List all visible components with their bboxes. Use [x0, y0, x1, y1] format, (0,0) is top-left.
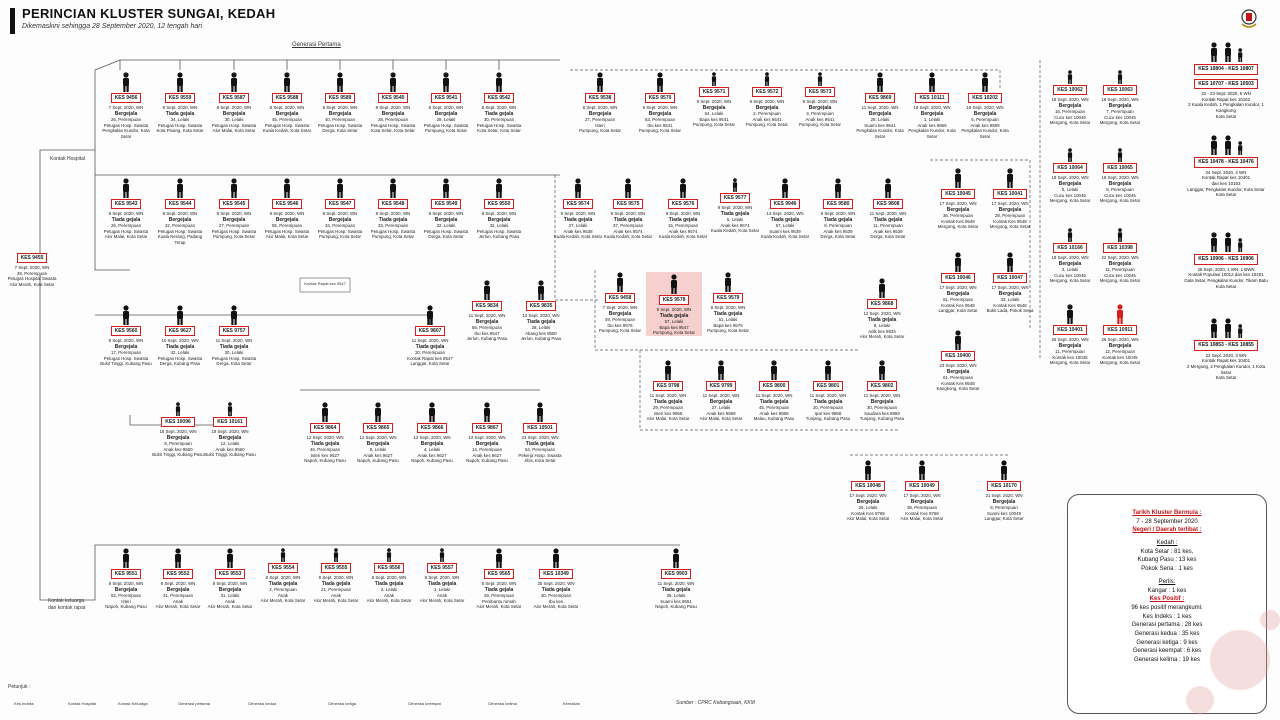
case-id: KES 9576 [668, 199, 699, 209]
case-node[interactable]: KES 10049 17 Sept. 2020, WN Bergejala 38, Perempuan Kontak Kes 9768 Alor Malai, Kota Setar [894, 460, 950, 522]
case-id: KES 10045 [941, 189, 975, 199]
case-node[interactable]: KES 10041 17 Sept. 2020, WN Bergejala 28, Perempuan Kontak Kes 9548 Mergong, Kota Setar [982, 168, 1038, 230]
case-node[interactable]: KES 10202 19 Sept. 2020, WN Bergejala 5, Perempuan Anak kes 9869 Pengkalan Kundor, Kota Setar [957, 72, 1013, 139]
case-id: KES 9557 [427, 563, 458, 573]
case-node[interactable]: KES 9834 11 Sept. 2020, WN Bergejala 65, Perempuan Ibu kes 9547 Jerlun, Kubang Pasu [459, 280, 515, 342]
case-id: KES 9542 [484, 93, 515, 103]
page-title: PERINCIAN KLUSTER SUNGAI, KEDAH [22, 6, 276, 21]
case-id: KES 10062 [1053, 85, 1087, 95]
case-id: KES 9627 [165, 326, 196, 336]
case-id: KES 9551 [111, 569, 142, 579]
case-id: KES 9798 [653, 381, 684, 391]
person-icon [1222, 42, 1234, 62]
case-node[interactable]: KES 10166 18 Sept. 2020, WN Bergejala 3, Lelaki Cucu kes 10045 Mergong, Kota Setar [1042, 228, 1098, 284]
case-node[interactable]: KES 10161 19 Sept. 2020, WN Bergejala 12, Lelaki Anak kes 9560 Bukit Tinggi, Kubang Pasu [202, 402, 258, 458]
virus-watermark-icon [1180, 600, 1280, 720]
person-icon [174, 305, 186, 325]
case-group[interactable]: KES 10853 - KES 10855 22 Sept. 2020, 3 WN Kontak Rapat kes 10401 2 Mergong, 2 Pengkalan Kundor, 1 Kota Setar Kota Setar [1183, 318, 1269, 381]
case-node[interactable]: KES 10349 25 Sept. 2020, WN Tiada gejala 30, Perempuan Ibu kes Alor Merah, Kota Setar [528, 548, 584, 610]
person-icon [1236, 141, 1244, 155]
person-icon [387, 72, 399, 92]
person-icon [876, 278, 888, 298]
case-node[interactable]: KES 9801 11 Sept. 2020, WN Tiada gejala 20, Perempuan Ipar kes 9868 Tunjang, Kubang Pasu [800, 360, 856, 422]
case-id: KES 10401 [1053, 325, 1087, 335]
person-icon [426, 402, 438, 422]
case-node[interactable]: KES 9538 8 Sept. 2020, WN Bergejala 27, Perempuan Isteri Pumpung, Kota Setar [572, 72, 628, 134]
cluster-summary-box: Tarikh Kluster Bermula : 7 - 28 September 2020 Negeri / Daerah terlibat : Kedah : Kota Setar : 81 kes, Kubang Pasu : 13 kes Pokok Sena : 1 kes Perlis: Kangar : 1 kes Kes Positif : 96 kes positif merangkumi: Kes Indeks : 1 kes Generasi pertama : 28 kes Generasi kedua : 35 kes Generasi ketiga : 9 kes Generasi keempat : 6 kes Generasi kelima : 19 kes [1067, 494, 1267, 714]
person-group-icon [1183, 135, 1269, 155]
case-id: KES 10911 [1103, 325, 1136, 335]
case-node[interactable]: KES 9802 11 Sept. 2020, WN Bergejala 30, Perempuan Saudara kes 9868 Tunjang, Kubang Pasu [854, 360, 910, 422]
case-id: KES 10349 [539, 569, 573, 579]
case-node[interactable]: KES 9587 8 Sept. 2020, WN Bergejala 30, Lelaki Petugas Hosp. Swasta Alor Malai, Kota Setar [206, 72, 262, 134]
person-icon [654, 72, 666, 92]
case-id: KES 9554 [268, 563, 299, 573]
person-icon [1208, 135, 1220, 155]
case-id: KES 9560 [111, 326, 142, 336]
case-group[interactable]: KES 10906 - KES 10906 25 Sept. 2020, 1 WN, 1 BWN Kontak Populasi 10012 dan kes 10401 Gala Setar, Pengkalan Kundor, Tikam Batu Kota Setar [1183, 232, 1269, 289]
case-id: KES 9547 [325, 199, 356, 209]
legend-item: Kes Indeks [14, 701, 34, 706]
case-node[interactable]: KES 9757 11 Sept. 2020, WN Tiada gejala 30, Lelaki Petugas Hosp. Swasta Derga, Kota Setar [206, 305, 262, 367]
person-icon [319, 402, 331, 422]
case-id: KES 9864 [310, 423, 341, 433]
legend-title: Petunjuk : [8, 684, 31, 690]
person-icon [383, 548, 395, 562]
page-subtitle: Dikemaskini sehingga 28 September 2020, 12 tengah hari [22, 23, 203, 30]
person-icon [120, 178, 132, 198]
person-icon [1064, 304, 1076, 324]
case-node[interactable]: KES 9865 12 Sept. 2020, WN Bergejala 8, Lelaki Anak kes 9627 Napoh, Kubang Pasu [350, 402, 406, 464]
case-id: KES 9571 [699, 87, 730, 97]
person-icon [1236, 324, 1244, 338]
case-id: KES 9799 [706, 381, 737, 391]
person-icon [1114, 70, 1126, 84]
person-icon [832, 178, 844, 198]
case-id: KES 10478 - KES 10476 [1194, 157, 1258, 168]
case-id: KES 9573 [805, 87, 836, 97]
case-node[interactable]: KES 10170 21 Sept. 2020, WN Bergejala 8, Perempuan Suami kes 10049 Langgar, Kota Setar [976, 460, 1032, 522]
person-icon [979, 72, 991, 92]
case-id: KES 10202 [968, 93, 1002, 103]
case-node[interactable]: KES 9543 8 Sept. 2020, WN Tiada gejala 26, Perempuan Petugas Hosp. Swasta Alor Malai, Kota Setar [98, 178, 154, 240]
person-icon [715, 360, 727, 380]
case-node[interactable]: KES 9903 11 Sept. 2020, WN Tiada gejala 35, Lelaki Suami kes 9551 Napoh, Kubang Pasu [648, 548, 704, 610]
person-icon [277, 548, 289, 562]
case-id: KES 9834 [472, 301, 503, 311]
case-node[interactable]: KES 9866 12 Sept. 2020, WN Bergejala 4, Lelaki Anak kes 9627 Napoh, Kubang Pasu [404, 402, 460, 464]
person-icon [670, 548, 682, 568]
case-node[interactable]: KES 10398 22 Sept. 2020, WN Bergejala 11, Perempuan Cucu kes 10045 Mergong, Kota Setar [1092, 228, 1148, 284]
case-node[interactable]: KES 9542 8 Sept. 2020, WN Tiada gejala 30, Perempuan Petugas Hosp. Swasta Kota Setar, Kota Setar [471, 72, 527, 134]
case-node[interactable]: KES 10096 18 Sept. 2020, WN Bergejala 8, Perempuan Anak kes 9560 Bukit Tinggi, Kubang Pasu [150, 402, 206, 458]
case-id: KES 9548 [378, 199, 409, 209]
person-icon [622, 178, 634, 198]
case-id: KES 10065 [1103, 163, 1137, 173]
case-id: KES 9572 [752, 87, 783, 97]
person-icon [998, 460, 1010, 480]
case-node[interactable]: KES 9556 8 Sept. 2020, WN Tiada gejala 2, Lelaki Anak Alor Merah, Kota Setar [361, 548, 417, 604]
case-node[interactable]: KES 9579 9 Sept. 2020, WN Tiada gejala 51, Lelaki Bapa kes 9576 Pumpung, Kota Setar [700, 272, 756, 334]
case-id: KES 9802 [867, 381, 898, 391]
case-node[interactable]: KES 9864 12 Sept. 2020, WN Tiada gejala 46, Perempuan Isteri kes 9627 Napoh, Kubang Pasu [297, 402, 353, 464]
case-node[interactable]: KES 9574 9 Sept. 2020, WN Tiada gejala 27, Lelaki Anak kes 9538 Kuala Kedah, Kota Setar [550, 178, 606, 240]
case-node[interactable]: KES 9589 8 Sept. 2020, WN Bergejala 40, Perempuan Petugas Hosp. Swasta Derga, Kota Setar [312, 72, 368, 134]
person-icon [952, 330, 964, 350]
case-id: KES 9544 [165, 199, 196, 209]
case-id: KES 10096 [161, 417, 195, 427]
person-icon [372, 402, 384, 422]
person-icon [614, 272, 626, 292]
person-icon [120, 72, 132, 92]
case-node[interactable]: KES 9573 9 Sept. 2020, WN Bergejala 3, Perempuan Anak kes 9541 Pumpung, Kota Setar [792, 72, 848, 128]
person-icon [120, 548, 132, 568]
person-icon [1208, 42, 1220, 62]
case-id: KES 9867 [472, 423, 503, 433]
case-id: KES 10111 [915, 93, 948, 103]
case-id: KES 9580 [823, 199, 854, 209]
case-id: KES 10041 [993, 189, 1027, 199]
person-icon [1064, 228, 1076, 242]
case-node[interactable]: KES 9458 7 Sept. 2020, WN Bergejala 49, Perempuan Ibu kes 9576 Pumpung, Kota Setar [592, 272, 648, 334]
person-icon [228, 72, 240, 92]
case-node[interactable]: KES 10048 17 Sept. 2020, WN Bergejala 25, Lelaki Kontak Kes 9768 Alor Malai, Kota Setar [840, 460, 896, 522]
person-icon [440, 72, 452, 92]
case-node[interactable]: KES 9580 9 Sept. 2020, WN Tiada gejala 8, Perempuan Anak kes 9539 Derga, Kota Setar [810, 178, 866, 240]
case-node[interactable]: KES 9546 8 Sept. 2020, WN Bergejala 55, Perempuan Petugas Hosp. Swasta Alor Malai, Kota Setar [259, 178, 315, 240]
person-icon [174, 72, 186, 92]
case-node[interactable]: KES 9571 9 Sept. 2020, WN Bergejala 64, Lelaki Bapa kes 9541 Pumpung, Kota Setar [686, 72, 742, 128]
case-node[interactable]: KES 9578 9 Sept. 2020, WN Tiada gejala 57, Lelaki Bapa kes 9547 Pumpung, Kota Setar [646, 272, 702, 336]
person-group-icon [1183, 318, 1269, 338]
case-id: KES 9538 [585, 93, 616, 103]
case-id: KES 10804 - KES 10807 [1194, 64, 1258, 75]
case-node[interactable]: KES 9551 8 Sept. 2020, WN Bergejala 52, Perempuan Isteri Napoh, Kubang Pasu [98, 548, 154, 610]
person-icon [535, 280, 547, 300]
case-node[interactable]: KES 9549 8 Sept. 2020, WN Bergejala 32, Lelaki Petugas Hosp. Swasta Derga, Kota Setar [418, 178, 474, 240]
case-id: KES 9757 [219, 326, 250, 336]
person-icon [1208, 232, 1220, 252]
kontak-hospital-label: Kontak Hospital [50, 156, 86, 162]
case-node[interactable]: KES 9798 11 Sept. 2020, WN Tiada gejala 29, Perempuan Isteri kes 9868 Alor Malai, Kota Setar [640, 360, 696, 422]
person-icon [862, 460, 874, 480]
person-icon [1004, 168, 1016, 188]
generation-label: Generasi Pertama [292, 42, 341, 48]
person-icon [662, 360, 674, 380]
case-node[interactable]: KES 9869 11 Sept. 2020, WN Bergejala 28, Lelaki Suami kes 9541 Pengkalan Kundor, Kota Setar [852, 72, 908, 139]
case-node[interactable]: KES 10501 23 Sept. 2020, WN Tiada gejala 54, Perempuan Pekerja Hosp. Swasta Jitra, Kota Setar [512, 402, 568, 464]
person-icon [224, 548, 236, 568]
person-icon [436, 548, 448, 562]
legend-item: Generasi ketiga [328, 701, 357, 706]
case-node[interactable]: KES 9550 8 Sept. 2020, WN Bergejala 32, Lelaki Petugas Hosp. Swasta Jerlun, Kubang Pasu [471, 178, 527, 240]
case-node[interactable]: KES 9565 8 Sept. 2020, WN Tiada gejala 29, Perempuan Pembantu rumah Alor Merah, Kota Setar [471, 548, 527, 610]
case-id: KES 9455 [17, 253, 48, 263]
case-node[interactable]: KES 10047 17 Sept. 2020, WN Bergejala 33, Lelaki Kontak Kes 9548 Bukit Lada, Pokok Sena [982, 252, 1038, 314]
person-icon [882, 178, 894, 198]
case-id: KES 9588 [272, 93, 303, 103]
index-case-node[interactable]: KES 9455 7 Sept. 2020, WN 28, Perempuan Petugas Hospital Swasta Alor Merah, Kota Setar [7, 255, 57, 287]
person-icon [779, 178, 791, 198]
person-icon [172, 548, 184, 568]
legend [8, 695, 768, 713]
case-id: KES 9545 [219, 199, 250, 209]
case-node[interactable]: KES 10062 18 Sept. 2020, WN Bergejala 16, Perempuan Cucu kes 10045 Mergong, Kota Setar [1042, 70, 1098, 126]
case-node[interactable]: KES 9545 8 Sept. 2020, WN Bergejala 27, Perempuan Petugas Hosp. Swasta Pumpung, Kota Setar [206, 178, 262, 240]
case-node[interactable]: KES 9552 8 Sept. 2020, WN Bergejala 31, Perempuan Anak Alor Merah, Kota Setar [150, 548, 206, 610]
case-id: KES 9574 [563, 199, 594, 209]
case-id: KES 9866 [417, 423, 448, 433]
case-node[interactable]: KES 9559 8 Sept. 2020, WN Tiada gejala 34, Lelaki Petugas Hosp. Swasta Kota Pinang, Kota Setar [152, 72, 208, 134]
case-node[interactable]: KES 9540 8 Sept. 2020, WN Bergejala 28, Perempuan Petugas Hosp. Swasta Kota Setar, Kota Setar [365, 72, 421, 134]
legend-item: Kontak Keluarga [118, 701, 148, 706]
person-icon [387, 178, 399, 198]
case-id: KES 10398 [1103, 243, 1137, 253]
person-icon [572, 178, 584, 198]
case-node[interactable]: KES 10400 23 Sept. 2020, WN Bergejala 61, Perempuan Kontak Kes 9548 Kangkong, Kota Setar [930, 330, 986, 392]
person-icon [228, 178, 240, 198]
person-icon [481, 280, 493, 300]
person-icon [1064, 148, 1076, 162]
person-icon [677, 178, 689, 198]
case-id: KES 10170 [987, 481, 1021, 491]
case-id: KES 9865 [363, 423, 394, 433]
case-node[interactable]: KES 9808 11 Sept. 2020, WN Tiada gejala 11, Perempuan Anak kes 9539 Derga, Kota Setar [860, 178, 916, 240]
legend-item: Generasi kedua [248, 701, 277, 706]
case-id: KES 10046 [941, 273, 975, 283]
case-id: KES 9800 [759, 381, 790, 391]
person-icon [768, 360, 780, 380]
person-icon [281, 178, 293, 198]
case-id: KES 9456 [111, 93, 142, 103]
case-node[interactable]: KES 9547 8 Sept. 2020, WN Bergejala 34, Perempuan Petugas Hosp. Swasta Pumpung, Kota Setar [312, 178, 368, 240]
source-note: Sumber : CPRC Kebangsaan, KKM [676, 700, 755, 706]
person-icon [281, 72, 293, 92]
person-icon [1114, 228, 1126, 242]
case-id: KES 9556 [374, 563, 405, 573]
person-group-icon [1183, 232, 1269, 252]
legend-item: Generasi pertama [178, 701, 211, 706]
case-id: KES 10166 [1053, 243, 1087, 253]
case-id: KES 10906 - KES 10906 [1194, 254, 1258, 265]
person-icon [1222, 135, 1234, 155]
case-node[interactable]: KES 9835 13 Sept. 2020, WN Tiada gejala 28, Lelaki Abang kes 9550 Jerlun, Kubang Pasu [513, 280, 569, 342]
case-id: KES 9540 [378, 93, 409, 103]
person-icon [729, 178, 741, 192]
person-icon [120, 305, 132, 325]
person-icon [440, 178, 452, 198]
case-node[interactable]: KES 9807 11 Sept. 2020, WN Tiada gejala 20, Perempuan Kontak Rapat kes 9547 Langgar, Kota Setar [402, 305, 458, 367]
person-icon [534, 402, 546, 422]
person-icon [952, 168, 964, 188]
case-id: KES 10161 [213, 417, 247, 427]
case-node[interactable]: KES 9541 8 Sept. 2020, WN Bergejala 28, Lelaki Petugas Hosp. Swasta Pumpung, Kota Setar [418, 72, 474, 134]
case-node[interactable]: KES 9800 11 Sept. 2020, WN Tiada gejala 45, Perempuan Anak kes 9868 Malau, Kubang Pasu [746, 360, 802, 422]
case-node[interactable]: KES 9554 8 Sept. 2020, WN Tiada gejala 2, Perempuan Anak Alor Merah, Kota Setar [255, 548, 311, 604]
case-node[interactable]: KES 10046 17 Sept. 2020, WN Bergejala 61, Perempuan Kontak Kes 9548 Langgar, Kota Setar [930, 252, 986, 314]
case-id: KES 9808 [873, 199, 904, 209]
case-id: KES 10853 - KES 10855 [1194, 340, 1258, 351]
person-icon [876, 360, 888, 380]
person-icon [224, 402, 236, 416]
case-node[interactable]: KES 9946 14 Sept. 2020, WN Tiada gejala 57, Lelaki Suami kes 9539 Kuala Kedah, Kota Setar [757, 178, 813, 240]
case-id: KES 10501 [523, 423, 557, 433]
person-icon [334, 72, 346, 92]
case-id: KES 9869 [865, 93, 896, 103]
case-node[interactable]: KES 9799 11 Sept. 2020, WN Bergejala 27, Lelaki Anak kes 9868 Alor Malai, Kota Setar [693, 360, 749, 422]
person-icon [926, 72, 938, 92]
person-icon [1222, 318, 1234, 338]
case-id: KES 10047 [993, 273, 1027, 283]
case-id: KES 10064 [1053, 163, 1087, 173]
case-node[interactable]: KES 10064 18 Sept. 2020, WN Bergejala 5, Lelaki Cucu kes 10045 Mergong, Kota Setar [1042, 148, 1098, 204]
case-node[interactable]: KES 9572 9 Sept. 2020, WN Bergejala 2, Perempuan Anak kes 9541 Pumpung, Kota Setar [739, 72, 795, 128]
person-icon [722, 272, 734, 292]
person-icon [708, 72, 720, 86]
case-group[interactable]: KES 10478 - KES 10476 24 Sept. 2020, 4 WN Kontak Rapat kes 10401 dan kes 10163 Langgar, Pengkalan Kundor, Kota Setar Kota Setar [1183, 135, 1269, 198]
case-node[interactable]: KES 9576 9 Sept. 2020, WN Tiada gejala 15, Perempuan Anak kes 9574 Kuala Kedah, Kota Setar [655, 178, 711, 240]
case-id: KES 10707 - KES 10503 [1194, 79, 1258, 90]
person-icon [481, 402, 493, 422]
case-node[interactable]: KES 9560 8 Sept. 2020, WN Bergejala 17, Perempuan Petugas Hosp. Swasta Bukit Tinggi, Kubang Pasu [98, 305, 154, 367]
legend-item: Kontak Hospital [68, 701, 97, 706]
case-id: KES 9546 [272, 199, 303, 209]
person-icon [1114, 148, 1126, 162]
case-id: KES 9555 [321, 563, 352, 573]
case-node[interactable]: KES 9544 8 Sept. 2020, WN Bergejala 22, Perempuan Petugas Hosp. Swasta Kuala Nerang, Padang Terap [152, 178, 208, 245]
case-group[interactable]: KES 10804 - KES 10807 KES 10707 - KES 10503 22 - 23 Sept. 2020, 5 WN Kontak Rapat kes 10162 2 Kuala Kedah, 1 Pengkalan Kundor, 1 Kangkong Kota Setar [1183, 42, 1269, 120]
case-id: KES 9559 [165, 93, 196, 103]
case-node[interactable]: KES 9570 9 Sept. 2020, WN Bergejala 63, Perempuan Ibu kes 9541 Pumpung, Kota Setar [632, 72, 688, 134]
person-icon [228, 305, 240, 325]
case-node[interactable]: KES 9868 12 Sept. 2020, WN Tiada gejala 8, Lelaki Adik kes 9834 Alor Merah, Kota Setar [854, 278, 910, 340]
case-node[interactable]: KES 9456 7 Sept. 2020, WN Bergejala 26, Perempuan Petugas Hosp. Swasta Pengkalan Kundor, Kota Setar [98, 72, 154, 139]
case-id: KES 10048 [851, 481, 885, 491]
person-icon [330, 548, 342, 562]
case-node[interactable]: KES 9555 8 Sept. 2020, WN Tiada gejala 21, Perempuan Anak Alor Merah, Kota Setar [308, 548, 364, 604]
person-icon [493, 178, 505, 198]
person-icon [952, 252, 964, 272]
kontak-keluarga-label: Kontak keluarga dan kontak rapat [48, 598, 86, 611]
case-id: KES 9543 [111, 199, 142, 209]
case-node[interactable]: KES 9588 8 Sept. 2020, WN Bergejala 45, Perempuan Petugas Hosp. Swasta Kuala Kedah, Kota Setar [259, 72, 315, 134]
case-id: KES 9578 [659, 295, 690, 305]
case-id: KES 9946 [770, 199, 801, 209]
person-icon [493, 72, 505, 92]
person-group-icon [1183, 42, 1269, 62]
person-icon [172, 402, 184, 416]
person-icon [1064, 70, 1076, 84]
person-icon [1114, 304, 1126, 324]
person-icon [174, 178, 186, 198]
legend-item: Kematian [563, 701, 580, 706]
case-node[interactable]: KES 10065 18 Sept. 2020, WN Bergejala 8, Perempuan Cucu kes 10045 Mergong, Kota Setar [1092, 148, 1148, 204]
case-id: KES 9589 [325, 93, 356, 103]
case-node[interactable]: KES 9575 9 Sept. 2020, WN Tiada gejala 37, Perempuan Anak kes 9574 Kuala Kedah, Kota Setar [600, 178, 656, 240]
person-icon [1004, 252, 1016, 272]
case-id: KES 9570 [645, 93, 676, 103]
person-icon [916, 460, 928, 480]
case-id: KES 9577 [720, 193, 751, 203]
case-node[interactable]: KES 10045 17 Sept. 2020, WN Bergejala 36, Perempuan Kontak Kes 9548 Mergong, Kota Setar [930, 168, 986, 230]
case-node[interactable]: KES 9577 9 Sept. 2020, WN Tiada gejala 5, Lelaki Anak kes 9574 Kuala Kedah, Kota Setar [707, 178, 763, 234]
case-id: KES 9553 [215, 569, 246, 579]
person-icon [668, 274, 680, 294]
case-id: KES 9807 [415, 326, 446, 336]
case-id: KES 9550 [484, 199, 515, 209]
case-id: KES 10400 [941, 351, 975, 361]
case-id: KES 9579 [713, 293, 744, 303]
person-icon [814, 72, 826, 86]
person-icon [874, 72, 886, 92]
case-id: KES 9549 [431, 199, 462, 209]
case-node[interactable]: KES 9553 8 Sept. 2020, WN Bergejala 31, Lelaki Anak Alor Merah, Kota Setar [202, 548, 258, 610]
case-id: KES 9903 [661, 569, 692, 579]
case-id: KES 9835 [526, 301, 557, 311]
case-node[interactable]: KES 10911 26 Sept. 2020, WN Bergejala 12, Perempuan Kontak kes 10045 Mergong, Kota Setar [1092, 304, 1148, 366]
case-node[interactable]: KES 9867 12 Sept. 2020, WN Bergejala 14, Perempuan Anak kes 9627 Napoh, Kubang Pasu [459, 402, 515, 464]
case-node[interactable]: KES 10401 25 Sept. 2020, WN Bergejala 11, Perempuan Kontak kes 10045 Mergong, Kota Setar [1042, 304, 1098, 366]
case-node[interactable]: KES 9627 10 Sept. 2020, WN Tiada gejala 42, Lelaki Petugas Hosp. Swasta Derga, Kubang Pasu [152, 305, 208, 367]
case-node[interactable]: KES 9548 8 Sept. 2020, WN Tiada gejala 33, Perempuan Petugas Hosp. Swasta Pumpung, Kota Setar [365, 178, 421, 240]
case-id: KES 9565 [484, 569, 515, 579]
person-icon [424, 305, 436, 325]
person-icon [761, 72, 773, 86]
person-icon [822, 360, 834, 380]
case-id: KES 10049 [905, 481, 939, 491]
person-icon [1236, 238, 1244, 252]
case-node[interactable]: KES 10111 19 Sept. 2020, WN Bergejala 1, Lelaki Anak kes 9869 Pengkalan Kundor, Kota Setar [904, 72, 960, 139]
person-icon [493, 548, 505, 568]
legend-item: Generasi keempat [408, 701, 441, 706]
person-icon [1236, 48, 1244, 62]
case-id: KES 9868 [867, 299, 898, 309]
person-icon [1222, 232, 1234, 252]
case-node[interactable]: KES 10063 18 Sept. 2020, WN Bergejala 7, Perempuan Cucu kes 10045 Mergong, Kota Setar [1092, 70, 1148, 126]
person-icon [594, 72, 606, 92]
case-id: KES 9575 [613, 199, 644, 209]
case-node[interactable]: KES 9557 8 Sept. 2020, WN Tiada gejala 1, Lelaki Anak Alor Merah, Kota Setar [414, 548, 470, 604]
case-id: KES 9458 [605, 293, 636, 303]
person-icon [334, 178, 346, 198]
person-icon [550, 548, 562, 568]
kontak-rapat-box-label: Kontak Rapat kes 9547 [304, 281, 346, 286]
case-id: KES 9541 [431, 93, 462, 103]
legend-item: Generasi kelima [488, 701, 517, 706]
case-id: KES 9552 [163, 569, 194, 579]
person-icon [1208, 318, 1220, 338]
case-id: KES 10063 [1103, 85, 1137, 95]
case-id: KES 9587 [219, 93, 250, 103]
case-id: KES 9801 [813, 381, 844, 391]
